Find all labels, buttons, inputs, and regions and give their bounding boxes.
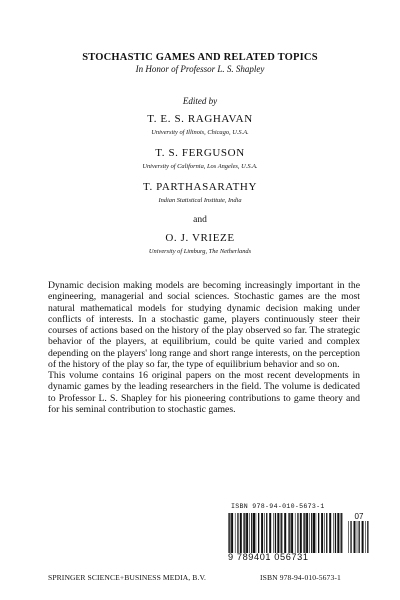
editor-affiliation: Indian Statistical Institute, India — [158, 197, 242, 204]
barcode-addon — [348, 513, 370, 553]
barcode-bar — [291, 513, 293, 553]
barcode-bar — [228, 513, 229, 553]
barcode-bar — [235, 513, 236, 553]
barcode-bar — [261, 513, 263, 553]
barcode-bar — [251, 513, 252, 553]
barcode-bar — [249, 513, 250, 553]
editor-name: O. J. VRIEZE — [165, 232, 235, 244]
barcode-bar — [231, 513, 233, 553]
barcode-bar — [303, 513, 304, 553]
barcode-bar — [306, 513, 308, 553]
barcode-bar — [284, 513, 286, 553]
barcode-bar — [359, 521, 360, 553]
barcode-addon-bars — [348, 521, 370, 553]
barcode-bar — [348, 521, 349, 553]
and-conjunction: and — [193, 215, 207, 225]
barcode-addon-digits: 07 — [354, 512, 364, 521]
editor-name: T. S. FERGUSON — [155, 147, 245, 159]
barcode-isbn-label: ISBN 978-94-010-5673-1 — [231, 503, 325, 510]
barcode-bar — [253, 513, 255, 553]
barcode-bar — [243, 513, 244, 553]
publisher-name: SPRINGER SCIENCE+BUSINESS MEDIA, B.V. — [48, 573, 207, 582]
book-title: STOCHASTIC GAMES AND RELATED TOPICS — [82, 52, 318, 63]
editor-name: T. PARTHASARATHY — [142, 181, 258, 193]
barcode-bar — [357, 521, 358, 553]
barcode-bar — [318, 513, 319, 553]
barcode-bars — [228, 513, 343, 553]
barcode-bar — [246, 513, 248, 553]
edited-by-label: Edited by — [182, 96, 218, 106]
barcode-bar — [326, 513, 327, 553]
barcode-bar — [273, 513, 274, 553]
barcode-bar — [329, 513, 331, 553]
barcode-bar — [281, 513, 282, 553]
editor-affiliation: University of California, Los Angeles, U.S.A. — [142, 163, 258, 170]
barcode-bar — [258, 513, 259, 553]
barcode-bar — [335, 513, 336, 553]
barcode-bar — [362, 521, 364, 553]
editor-affiliation: University of Illinois, Chicago, U.S.A. — [151, 129, 249, 136]
barcode-bar — [300, 513, 302, 553]
barcode-bar — [350, 521, 351, 553]
barcode-bar — [304, 513, 305, 553]
barcode-bar — [313, 513, 315, 553]
barcode-bar — [256, 513, 257, 553]
editor-affiliation: University of Limburg, The Netherlands — [148, 248, 252, 255]
barcode-bar — [266, 513, 267, 553]
barcode-bar — [277, 513, 279, 553]
description-paragraph: This volume contains 16 original papers on the most recent developments in dynamic games by the leading researchers in the field. The volume is dedicated to Professor L. S. Shapley for his pioneering contributions to game theory and for his seminal contribution to stochastic games. — [48, 370, 360, 415]
barcode-bar — [295, 513, 296, 553]
barcode-bar — [309, 513, 310, 553]
barcode-bar — [365, 521, 366, 553]
barcode-bar — [297, 513, 298, 553]
barcode-bar — [341, 513, 342, 553]
barcode-bar — [229, 513, 230, 553]
barcode-bar — [354, 521, 356, 553]
barcode-bar — [311, 513, 312, 553]
barcode-bar — [333, 513, 334, 553]
barcode-bar — [324, 513, 325, 553]
barcode-bar — [321, 513, 323, 553]
book-description — [48, 280, 360, 415]
description-paragraph: Dynamic decision making models are becoming increasingly important in the engineering, managerial and social sciences. Stochastic games are the most natural mathematical models for studying dynamic decision making under conflicts of interests. In a stochastic game, players continuously steer their courses of actions based on the history of the play observed so far. The strategic behavior of the players, at equilibrium, could be quite varied and complex depending on the players' long range and short range interests, on the perception of the history of the play so far, the type of equilibrium behavior and so on. — [48, 280, 360, 370]
editor-name: T. E. S. RAGHAVAN — [147, 113, 253, 125]
book-subtitle: In Honor of Professor L. S. Shapley — [135, 64, 265, 74]
barcode-bar — [367, 521, 368, 553]
barcode-bar — [288, 513, 289, 553]
barcode-bar — [244, 513, 245, 553]
barcode-bar — [340, 513, 341, 553]
barcode-bar — [240, 513, 242, 553]
barcode-bar — [237, 513, 238, 553]
barcode-digits: 9 789401 056731 — [228, 552, 309, 562]
barcode-bar — [337, 513, 339, 553]
barcode-bar — [316, 513, 317, 553]
barcode-bar — [269, 513, 271, 553]
isbn-barcode — [228, 503, 374, 562]
footer-isbn: ISBN 978-94-010-5673-1 — [260, 573, 341, 582]
barcode-bar — [264, 513, 265, 553]
barcode-bar — [275, 513, 276, 553]
barcode-bar — [289, 513, 290, 553]
barcode-bar — [280, 513, 281, 553]
